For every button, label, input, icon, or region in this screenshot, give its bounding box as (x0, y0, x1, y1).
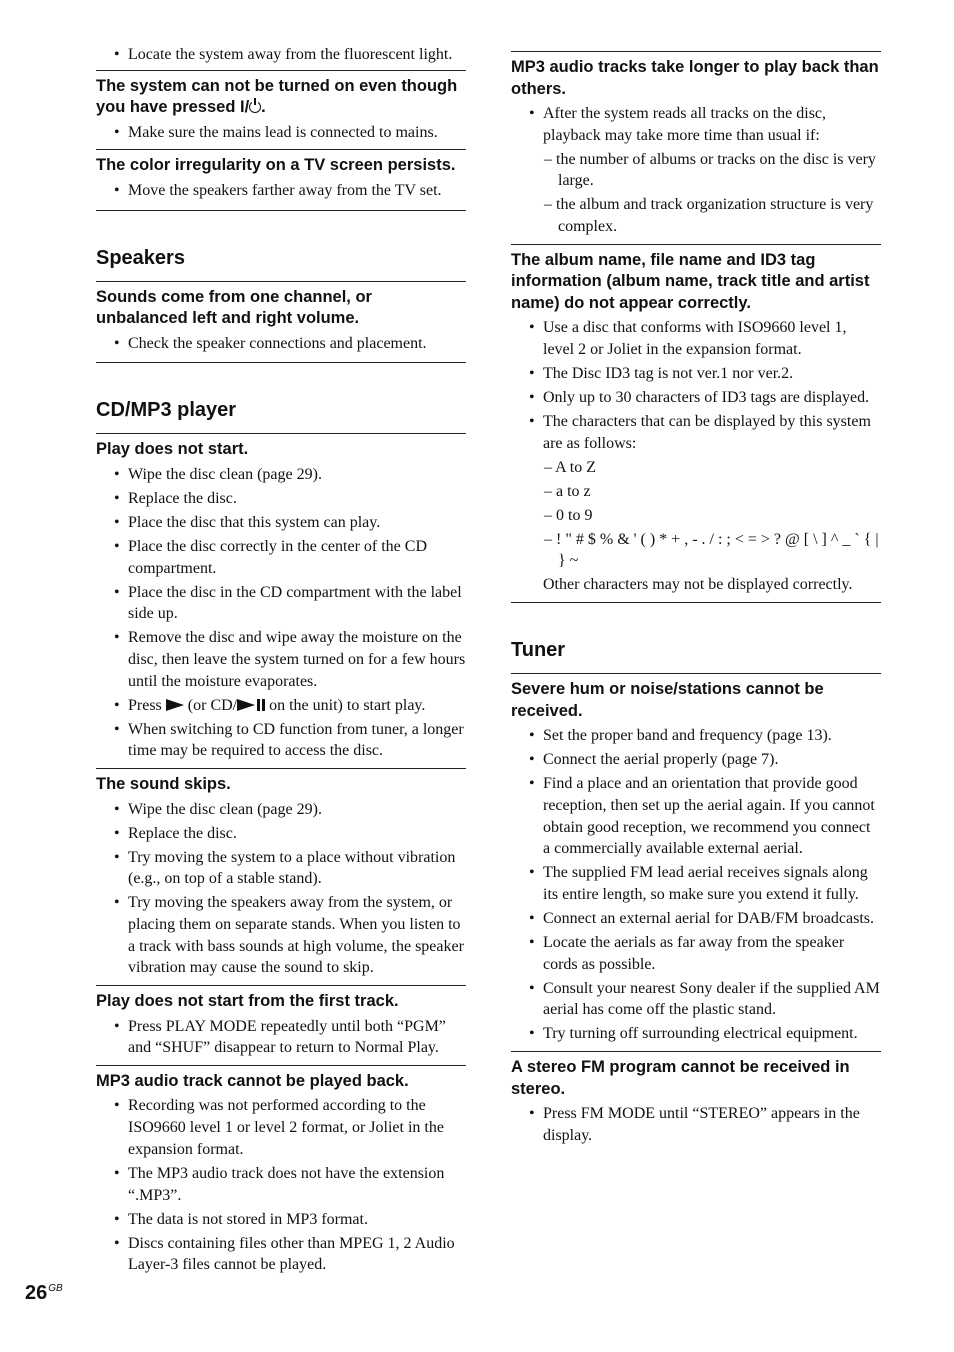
punctuation: . (261, 98, 266, 117)
question-play: Play does not start. (96, 433, 466, 461)
left-column (96, 44, 466, 1282)
dash-item: – 0 to 9 (544, 506, 593, 524)
power-icon (249, 101, 261, 113)
list-item: • Place the disc in the CD compartment with the label side up. (96, 582, 466, 625)
list-item: • Locate the system away from the fluorescent light. (96, 44, 466, 66)
power-key-label: I/ (240, 98, 250, 117)
list-item: • Place the disc correctly in the center of the CD compartment. (96, 536, 466, 579)
question-longer: MP3 audio tracks take longer to play back than others. (511, 51, 881, 100)
list-item: • Try turning off surrounding electrical equipment. (511, 1023, 881, 1045)
list-item: • Use a disc that conforms with ISO9660 level 1, level 2 or Joliet in the expansion format. (511, 317, 881, 360)
question-id3: The album name, file name and ID3 tag information (album name, track title and artist name) do not appear correctly. (511, 244, 881, 315)
list-item: • Press FM MODE until “STEREO” appears in the display. (511, 1103, 881, 1146)
list-item: • Connect an external aerial for DAB/FM broadcasts. (511, 908, 881, 930)
list-item: • Try moving the system to a place without vibration (e.g., on top of a stable stand). (96, 847, 466, 890)
list-item: • Make sure the mains lead is connected to mains. (96, 122, 466, 144)
list-item: • Press PLAY MODE repeatedly until both “PGM” and “SHUF” disappear to return to Normal Play. (96, 1016, 466, 1059)
list-item: • The Disc ID3 tag is not ver.1 nor ver.2. (511, 363, 881, 385)
section-heading-cd-mp3: CD/MP3 player (96, 362, 466, 433)
note-text: Other characters may not be displayed correctly. (543, 576, 853, 594)
list-item: • The data is not stored in MP3 format. (96, 1209, 466, 1231)
pause-icon (262, 699, 265, 711)
page-number-value: 26 (25, 1282, 48, 1304)
dash-item: – the number of albums or tracks on the disc is very large. (544, 150, 876, 190)
press-text: on the unit) to start play. (269, 696, 426, 714)
list-item: • Consult your nearest Sony dealer if the supplied AM aerial has come off the plastic stand. (511, 978, 881, 1021)
list-item: • Recording was not performed according to the ISO9660 level 1 or level 2 format, or Joliet in the expansion format. (96, 1095, 466, 1160)
list-item: • Replace the disc. (96, 488, 466, 510)
list-item: • Wipe the disc clean (page 29). (96, 464, 466, 486)
section-heading-tuner: Tuner (511, 602, 881, 673)
list-item: • Wipe the disc clean (page 29). (96, 799, 466, 821)
play-icon (166, 699, 184, 711)
question-power (96, 70, 466, 119)
list-item-press-play (96, 695, 466, 717)
list-item: • Try moving the speakers away from the system, or placing them on separate stands. When you listen to a track with bass sounds at high volume, the speaker vibration may cause the sound to skip. (96, 892, 466, 979)
list-item: • Locate the aerials as far away from the speaker cords as possible. (511, 932, 881, 975)
page-number (25, 1282, 63, 1305)
question-hum: Severe hum or noise/stations cannot be received. (511, 673, 881, 722)
list-item: • Find a place and an orientation that provide good reception, then set up the aerial again. If you cannot obtain good reception, we recommend you connect a commercially available external aerial. (511, 773, 881, 860)
list-item: • Move the speakers farther away from the TV set. (96, 180, 466, 202)
play-icon (237, 699, 255, 711)
question-stereo: A stereo FM program cannot be received in stereo. (511, 1051, 881, 1100)
question-text: The system can not be turned on even though you have pressed (96, 76, 458, 117)
dash-item: – ! " # $ % & ' ( ) * + , - . / : ; < = > ? @ [ \ ] ^ _ ` { | } ~ (544, 530, 879, 570)
section-heading-speakers: Speakers (96, 210, 466, 281)
question-skip: The sound skips. (96, 768, 466, 796)
press-text: Press (128, 696, 162, 714)
list-item: • The supplied FM lead aerial receives signals along its entire length, so make sure you extend it fully. (511, 862, 881, 905)
question-first-track: Play does not start from the first track. (96, 985, 466, 1013)
list-item: • Discs containing files other than MPEG 1, 2 Audio Layer-3 files cannot be played. (96, 1233, 466, 1276)
question-mp3: MP3 audio track cannot be played back. (96, 1065, 466, 1093)
dash-item: – the album and track organization structure is very complex. (544, 196, 874, 236)
list-item: • Replace the disc. (96, 823, 466, 845)
list-item: • The characters that can be displayed by this system are as follows: (511, 411, 881, 454)
list-item: • Place the disc that this system can play. (96, 512, 466, 534)
page-region: GB (48, 1283, 63, 1294)
dash-item: – A to Z (544, 458, 597, 476)
right-column (511, 51, 881, 1152)
press-text: (or CD/ (187, 696, 238, 714)
dash-item: – a to z (544, 482, 591, 500)
list-item: • Set the proper band and frequency (page 13). (511, 725, 881, 747)
list-item: • Check the speaker connections and placement. (96, 333, 466, 355)
question-channel: Sounds come from one channel, or unbalanced left and right volume. (96, 281, 466, 330)
pause-icon (257, 699, 260, 711)
question-color: The color irregularity on a TV screen persists. (96, 149, 466, 177)
list-item: • Remove the disc and wipe away the moisture on the disc, then leave the system turned on for a few hours until the moisture evaporates. (96, 627, 466, 692)
list-item: • When switching to CD function from tuner, a longer time may be required to access the disc. (96, 719, 466, 762)
list-item: • Connect the aerial properly (page 7). (511, 749, 881, 771)
list-item: • Only up to 30 characters of ID3 tags are displayed. (511, 387, 881, 409)
list-item: • The MP3 audio track does not have the extension “.MP3”. (96, 1163, 466, 1206)
list-item: • After the system reads all tracks on the disc, playback may take more time than usual if: (511, 103, 881, 146)
